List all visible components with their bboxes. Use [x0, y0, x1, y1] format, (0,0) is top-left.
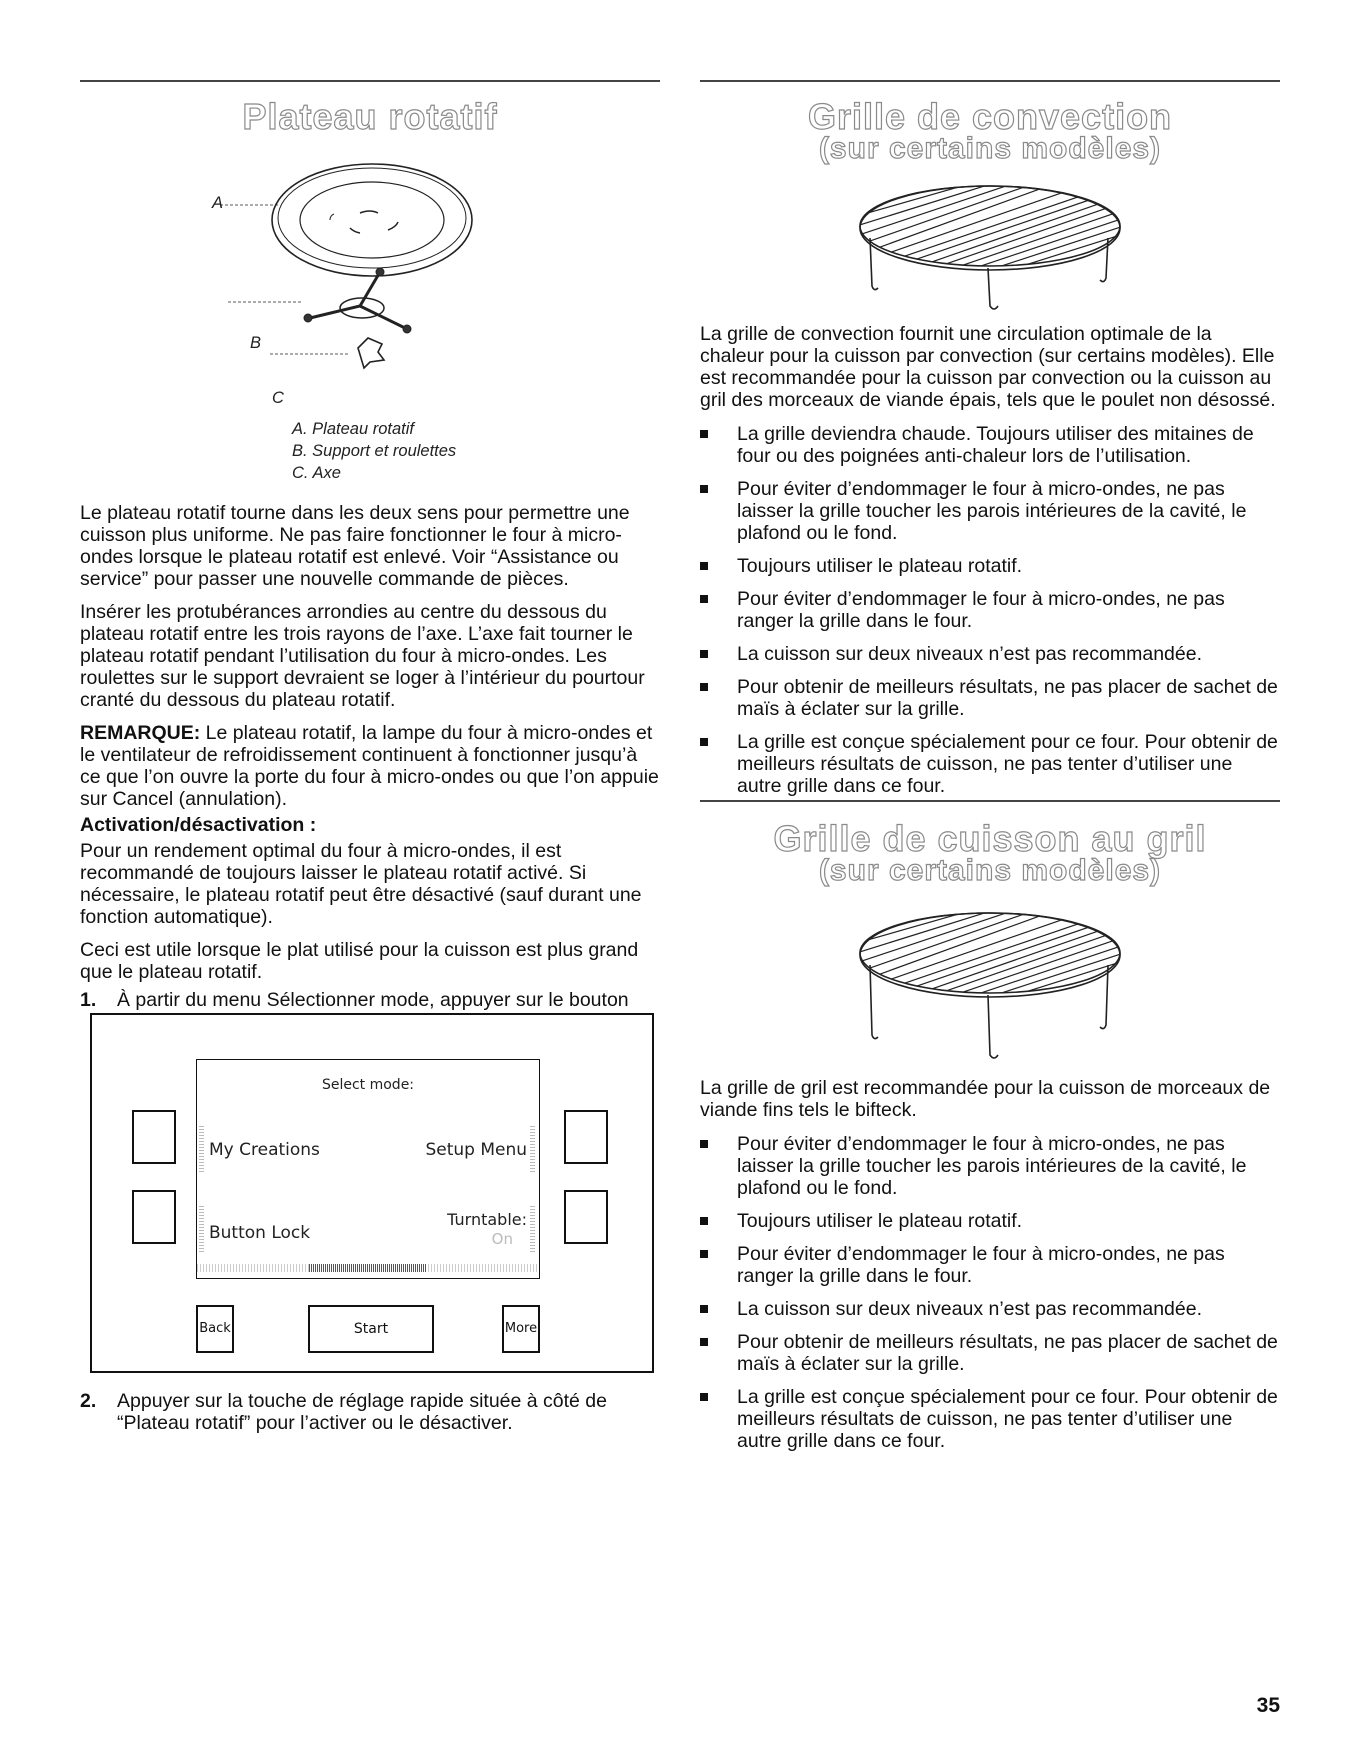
grip-left-2: [199, 1206, 204, 1254]
quick-set-button-right-1[interactable]: [564, 1110, 608, 1164]
broil-bullets: [700, 1133, 1280, 1452]
screen-page-indicator: [309, 1264, 427, 1272]
grip-left-1: [199, 1126, 204, 1174]
broil-bullet: Pour éviter d’endommager le four à micro-ondes, ne pas ranger la grille dans le four.: [700, 1243, 1280, 1287]
more-button[interactable]: More: [502, 1305, 540, 1353]
right-mid-rule: [700, 800, 1280, 802]
step-1-number: 1.: [80, 989, 97, 1011]
broil-bullet: La grille est conçue spécialement pour ce four. Pour obtenir de meilleurs résultats de cuisson, ne pas tenter d’utiliser une autre grille dans ce four.: [700, 1386, 1280, 1452]
step-1-text: À partir du menu Sélectionner mode, appuyer sur le bouton: [117, 989, 629, 1011]
convection-bullet: La grille deviendra chaude. Toujours utiliser des mitaines de four ou des poignées anti-chaleur lors de l’utilisation.: [700, 423, 1280, 467]
convection-body: [700, 323, 1280, 808]
convection-bullets: [700, 423, 1280, 797]
figure-captions: [292, 418, 456, 484]
quick-set-button-right-2[interactable]: [564, 1190, 608, 1244]
convection-bullet: Pour obtenir de meilleurs résultats, ne pas placer de sachet de maïs à éclater sur la grille.: [700, 676, 1280, 720]
broil-bullet: Pour obtenir de meilleurs résultats, ne pas placer de sachet de maïs à éclater sur la grille.: [700, 1331, 1280, 1375]
turntable-para-4: Ceci est utile lorsque le plat utilisé pour la cuisson est plus grand que le plateau rotatif.: [80, 939, 639, 983]
broil-rack-subheading: (sur certains modèles): [818, 854, 1162, 887]
page-number: 35: [1256, 1694, 1280, 1717]
start-button[interactable]: Start: [308, 1305, 434, 1353]
broil-para: La grille de gril est recommandée pour la cuisson de morceaux de viande fins tels le bifteck.: [700, 1077, 1271, 1121]
broil-body: [700, 1077, 1280, 1463]
right-top-rule: [700, 80, 1280, 82]
callout-c: C: [272, 389, 284, 407]
convection-bullet: La grille est conçue spécialement pour ce four. Pour obtenir de meilleurs résultats de cuisson, ne pas tenter d’utiliser une autre grille dans ce four.: [700, 731, 1280, 797]
broil-rack-illustration: [850, 905, 1130, 1065]
caption-b: B. Support et roulettes: [292, 442, 457, 460]
step-2: [80, 1390, 660, 1434]
callout-b: B: [250, 334, 262, 352]
caption-a: A. Plateau rotatif: [292, 420, 414, 438]
turntable-para-3: Pour un rendement optimal du four à micro-ondes, il est recommandé de toujours laisser le plateau rotatif activé. Si nécessaire, le plateau rotatif peut être désactivé (sauf durant une fonction automatique).: [80, 840, 642, 928]
control-panel-illustration: [90, 1013, 654, 1373]
caption-c: C. Axe: [292, 464, 341, 482]
step-2-number: 2.: [80, 1390, 97, 1412]
turntable-para-2: Insérer les protubérances arrondies au centre du dessous du plateau rotatif entre les trois rayons de l’axe. L’axe fait tourner le plateau rotatif pendant l’utilisation du four à micro-ondes. Les roulettes sur le support devraient se loger à l’intérieur du pourtour cranté du dessous du plateau rotatif.: [80, 601, 645, 711]
broil-rack-heading: Grille de cuisson au gril: [773, 818, 1207, 859]
callout-a: A: [212, 194, 224, 212]
convection-bullet: Pour éviter d’endommager le four à micro-ondes, ne pas laisser la grille toucher les parois intérieures de la cavité, le plafond ou le fond.: [700, 478, 1280, 544]
broil-bullet: Toujours utiliser le plateau rotatif.: [700, 1210, 1280, 1232]
broil-bullet: La cuisson sur deux niveaux n’est pas recommandée.: [700, 1298, 1280, 1320]
convection-bullet: Pour éviter d’endommager le four à micro-ondes, ne pas ranger la grille dans le four.: [700, 588, 1280, 632]
quick-set-button-left-1[interactable]: [132, 1110, 176, 1164]
grip-right-1: [530, 1126, 535, 1174]
left-step-2: [80, 1390, 660, 1434]
quick-set-button-left-2[interactable]: [132, 1190, 176, 1244]
turntable-option: Turntable:: [447, 1210, 527, 1229]
turntable-para-1: Le plateau rotatif tourne dans les deux sens pour permettre une cuisson plus uniforme. Ne pas faire fonctionner le four à micro-ondes lorsque le plateau rotatif est enlevé. Voir “Assistance ou service” pour passer une nouvelle commande de pièces.: [80, 502, 630, 590]
convection-rack-illustration: [850, 178, 1130, 313]
remark-text: Le plateau rotatif, la lampe du four à micro-ondes et le ventilateur de refroidissement continuent à fonctionner jusqu’à ce que l’on ouvre la porte du four à micro-ondes ou que l’on appuie sur Cancel (annulation).: [80, 722, 659, 810]
button-lock-option: Button Lock: [209, 1223, 311, 1243]
broil-bullet: Pour éviter d’endommager le four à micro-ondes, ne pas laisser la grille toucher les parois intérieures de la cavité, le plafond ou le fond.: [700, 1133, 1280, 1199]
screen-title: Select mode:: [321, 1077, 415, 1093]
back-button[interactable]: Back: [196, 1305, 234, 1353]
remark-para: [80, 722, 660, 810]
remark-label: REMARQUE:: [80, 722, 201, 744]
turntable-heading: Plateau rotatif: [242, 96, 498, 137]
step-2-text: Appuyer sur la touche de réglage rapide située à côté de “Plateau rotatif” pour l’activer ou le désactiver.: [117, 1390, 607, 1434]
grip-right-2: [530, 1206, 535, 1254]
convection-para: La grille de convection fournit une circulation optimale de la chaleur pour la cuisson par convection (sur certains modèles). Elle est recommandée pour la cuisson par convection ou la cuisson au gril des morceaux de viande épais, tels que le poulet non désossé.: [700, 323, 1276, 411]
convection-rack-subheading: (sur certains modèles): [818, 132, 1162, 165]
activation-subheading: Activation/désactivation :: [80, 814, 317, 836]
left-body: [80, 502, 660, 1033]
display-screen: [196, 1059, 540, 1279]
left-top-rule: [80, 80, 660, 82]
convection-bullet: La cuisson sur deux niveaux n’est pas recommandée.: [700, 643, 1280, 665]
convection-rack-heading: Grille de convection: [807, 96, 1173, 137]
turntable-illustration: [200, 160, 530, 410]
setup-menu-option: Setup Menu: [425, 1140, 527, 1160]
turntable-value: On: [491, 1230, 513, 1248]
convection-bullet: Toujours utiliser le plateau rotatif.: [700, 555, 1280, 577]
my-creations-option: My Creations: [209, 1140, 320, 1160]
